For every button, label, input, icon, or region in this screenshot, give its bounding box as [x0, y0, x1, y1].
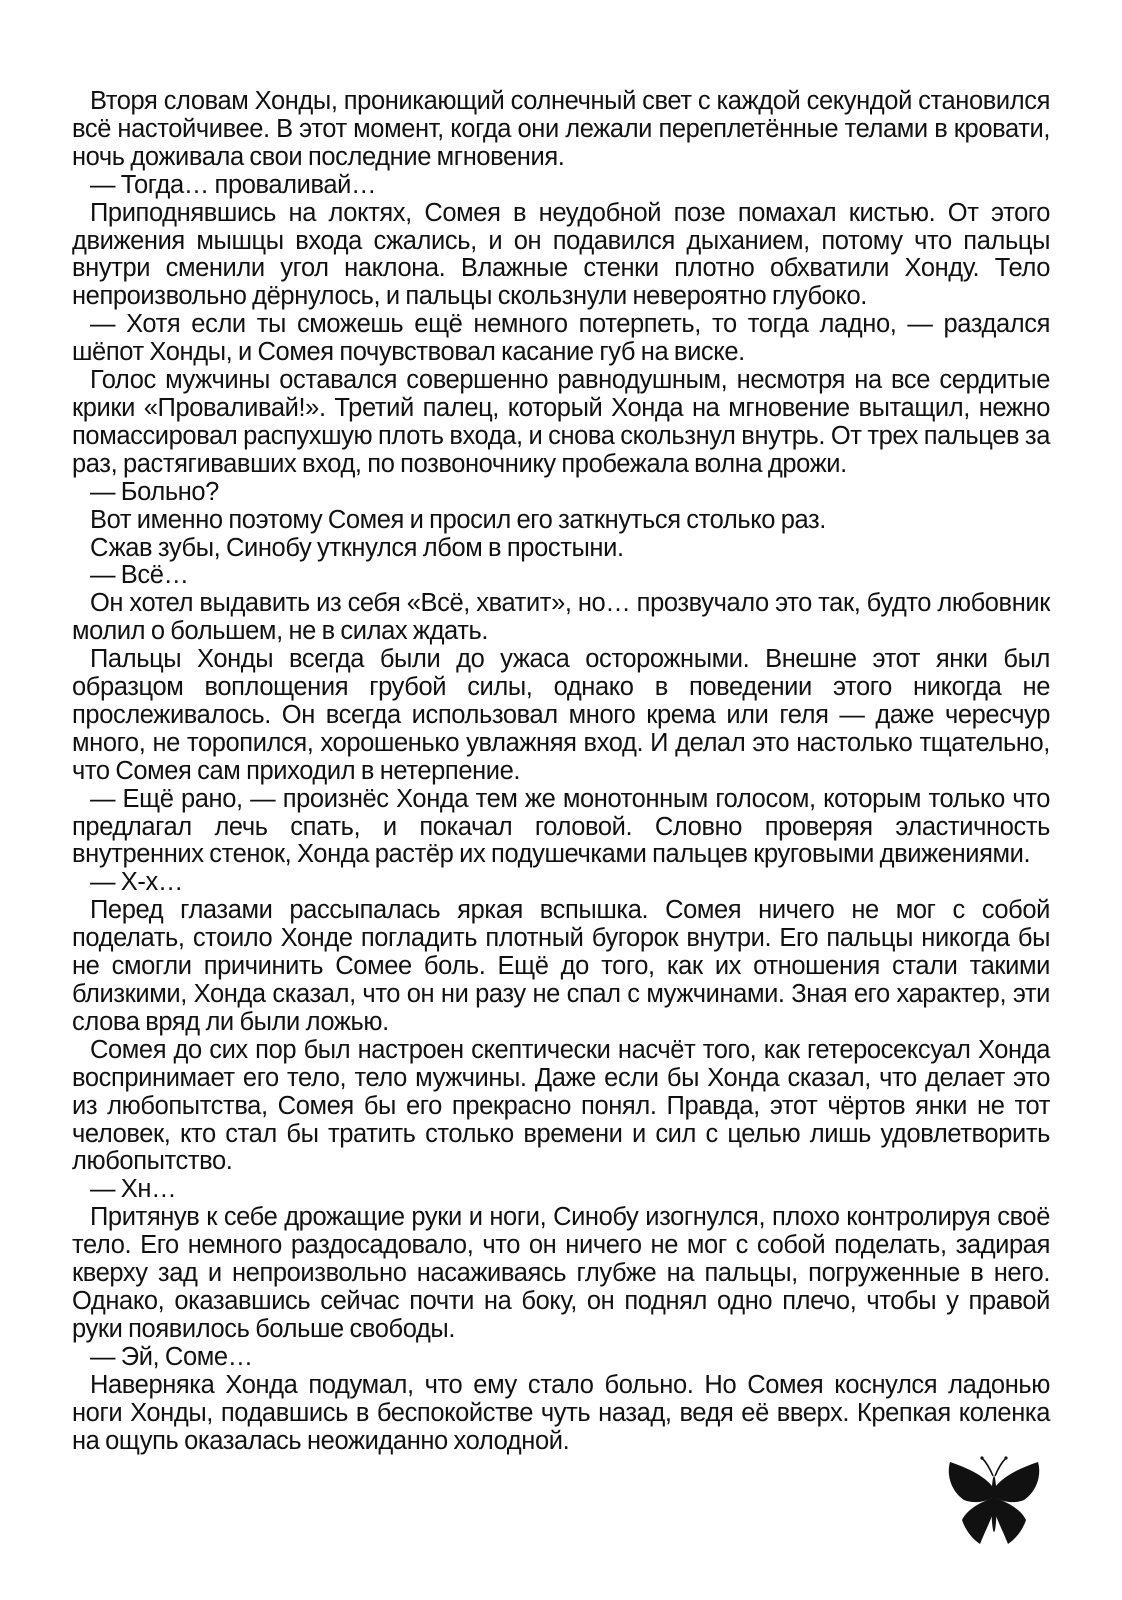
paragraph: Притянув к себе дрожащие руки и ноги, Синобу изогнулся, плохо контролируя своё тело. Его немного раздосадовало, что он ничего не мог с собой поделать, задирая кверху зад и непроизвольно насаживаясь глубже на пальцы, погруженные в него. Однако, оказавшись сейчас почти на боку, он поднял одно плечо, чтобы у правой руки появилось больше свободы.	[72, 1203, 1050, 1343]
paragraph: — Всё…	[90, 561, 189, 590]
paragraph: — Тогда… проваливай…	[90, 170, 377, 199]
butterfly-icon	[944, 1446, 1044, 1546]
paragraph: — Эй, Соме…	[90, 1342, 253, 1371]
paragraph: — Хн…	[90, 1175, 177, 1204]
paragraph: — Ещё рано, — произнёс Хонда тем же монотонным голосом, которым только что предлагал лечь спать, и покачал головой. Словно проверяя эластичность внутренних стенок, Хонда растёр их подушечками пальцев круговыми движениями.	[72, 784, 1050, 869]
paragraph: — Х-х…	[90, 868, 183, 897]
paragraph: Приподнявшись на локтях, Сомея в неудобной позе помахал кистью. От этого движения мышцы входа сжались, и он подавился дыханием, потому что пальцы внутри сменили угол наклона. Влажные стенки плотно обхватили Хонду. Тело непроизвольно дёрнулось, и пальцы скользнули невероятно глубоко.	[72, 198, 1050, 311]
paragraph: Он хотел выдавить из себя «Всё, хватит», но… прозвучало это так, будто любовник молил о большем, не в силах ждать.	[72, 589, 1050, 646]
paragraph: Сжав зубы, Синобу уткнулся лбом в простыни.	[90, 533, 624, 562]
paragraph: Голос мужчины оставался совершенно равнодушным, несмотря на все сердитые крики «Проваливай!». Третий палец, который Хонда на мгновение вытащил, нежно помассировал распухшую плоть входа, и снова скользнул внутрь. От трех пальцев за раз, растягивавших вход, по позвоночнику пробежала волна дрожи.	[72, 366, 1050, 478]
paragraph: — Хотя если ты сможешь ещё немного потерпеть, то тогда ладно, — раздался шёпот Хонды, и Сомея почувствовал касание губ на виске.	[72, 310, 1050, 367]
paragraph: Пальцы Хонды всегда были до ужаса осторожными. Внешне этот янки был образцом воплощения грубой силы, однако в поведении этого никогда не прослеживалось. Он всегда использовал много крема или геля — даже чересчур много, не торопился, хорошенько увлажняя вход. И делал это настолько тщательно, что Сомея сам приходил в нетерпение.	[72, 645, 1050, 785]
paragraph: Вот именно поэтому Сомея и просил его заткнуться столько раз.	[90, 505, 826, 534]
paragraph: Наверняка Хонда подумал, что ему стало больно. Но Сомея коснулся ладонью ноги Хонды, подавшись в беспокойстве чуть назад, ведя её вверх. Крепкая коленка на ощупь оказалась неожиданно холодной.	[72, 1370, 1050, 1455]
document-body	[72, 88, 1050, 1455]
paragraph: Перед глазами рассыпалась яркая вспышка. Сомея ничего не мог с собой поделать, стоило Хонде погладить плотный бугорок внутри. Его пальцы никогда бы не смогли причинить Сомее боль. Ещё до того, как их отношения стали такими близкими, Хонда сказал, что он ни разу не спал с мужчинами. Зная его характер, эти слова вряд ли были ложью.	[72, 896, 1050, 1036]
paragraph: Вторя словам Хонды, проникающий солнечный свет с каждой секундой становился всё настойчивее. В этот момент, когда они лежали переплетённые телами в кровати, ночь доживала свои последние мгновения.	[72, 87, 1050, 171]
paragraph: — Больно?	[90, 477, 219, 506]
paragraph: Сомея до сих пор был настроен скептически насчёт того, как гетеросексуал Хонда воспринимает его тело, тело мужчины. Даже если бы Хонда сказал, что делает это из любопытства, Сомея бы его прекрасно понял. Правда, этот чёртов янки не тот человек, кто стал бы тратить столько времени и сил с целью лишь удовлетворить любопытство.	[72, 1035, 1050, 1176]
